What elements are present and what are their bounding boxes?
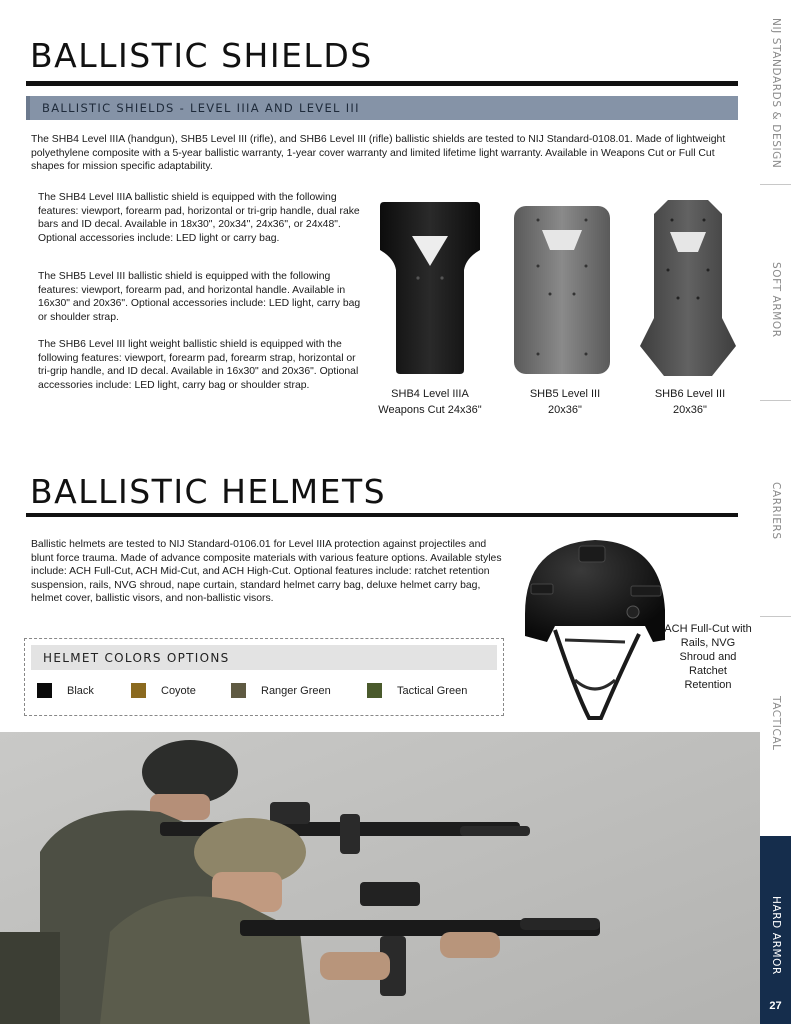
swatch-ranger-green bbox=[231, 683, 246, 698]
shields-title: BALLISTIC SHIELDS bbox=[30, 36, 373, 75]
sidebar-divider bbox=[760, 616, 791, 617]
helmet-colors-box bbox=[24, 638, 504, 716]
title-rule bbox=[26, 81, 738, 86]
swatch-coyote bbox=[131, 683, 146, 698]
helmets-title-rule bbox=[26, 513, 738, 517]
tactical-officers-photo bbox=[0, 732, 760, 1024]
swatch-tactical-green bbox=[367, 683, 382, 698]
shb5-caption bbox=[500, 386, 630, 418]
helmet-image bbox=[515, 530, 675, 726]
swatch-label-black: Black bbox=[67, 685, 94, 697]
shb5-caption-size: 20x36" bbox=[548, 404, 582, 416]
shb5-description: The SHB5 Level III ballistic shield is equipped with the following features: viewport, forearm pad, and horizontal handle. Available in 16x30" and 20x36". Optional accessories include: LED light, carry bag or shoulder strap. bbox=[38, 271, 361, 323]
swatch-black bbox=[37, 683, 52, 698]
shb6-shield-image bbox=[638, 198, 738, 378]
page-number: 27 bbox=[769, 1000, 782, 1012]
shb6-caption-model: SHB6 Level III bbox=[654, 388, 726, 400]
shb4-description: The SHB4 Level IIIA ballistic shield is equipped with the following features: viewport, forearm pad, horizontal or tri-grip handle, dual rake bars and ID decal. Available in 18x30", 20x34", 24x36", or 24x48". Optional accessories include: LED light or carry bag. bbox=[38, 192, 360, 244]
shields-subheading-band bbox=[26, 96, 738, 120]
tab-nij-standards[interactable]: NIJ STANDARDS & DESIGN bbox=[770, 18, 782, 169]
tab-tactical[interactable]: TACTICAL bbox=[770, 696, 782, 751]
shb5-caption-model: SHB5 Level III bbox=[529, 388, 601, 400]
shields-subheading: BALLISTIC SHIELDS - LEVEL IIIA AND LEVEL III bbox=[42, 101, 360, 115]
shb6-description: The SHB6 Level III light weight ballistic shield is equipped with the following features: viewport, forearm pad, forearm strap, horizontal or tri-grip handle, and ID decal. Available in 16x30" and 20x36". Optional accessories include: LED light, carry bag or shoulder strap. bbox=[38, 339, 359, 391]
helmets-description: Ballistic helmets are tested to NIJ Standard-0106.01 for Level IIIA protection against projectiles and blunt force trauma. Made of advance composite materials with various feature options. Available styles include: ACH Full-Cut, ACH Mid-Cut, and ACH High-Cut. Optional features include: ratchet retention suspension, rails, NVG shroud, nape curtain, standard helmet carry bag, deluxe helmet carry bag, helmet cover, ballistic visors, and non-ballistic visors. bbox=[31, 539, 502, 605]
shb5-shield-image bbox=[512, 204, 612, 376]
sidebar-divider bbox=[760, 184, 791, 185]
shb4-shield-image bbox=[378, 200, 482, 376]
sidebar-divider bbox=[760, 400, 791, 401]
tab-soft-armor[interactable]: SOFT ARMOR bbox=[770, 262, 782, 338]
swatch-label-ranger-green: Ranger Green bbox=[261, 685, 331, 697]
shb4-caption-model: SHB4 Level IIIA bbox=[391, 388, 469, 400]
helmet-caption: ACH Full-Cut with Rails, NVG Shroud and Ratchet Retention bbox=[664, 623, 752, 691]
shb4-caption-size: Weapons Cut 24x36" bbox=[378, 404, 482, 416]
swatch-label-coyote: Coyote bbox=[161, 685, 196, 697]
shields-intro: The SHB4 Level IIIA (handgun), SHB5 Level III (rifle), and SHB6 Level III (rifle) ballistic shields are tested to NIJ Standard-0108.01. Made of lightweight polyethylene composite with a 5-year ballistic warranty, 1-year cover warranty and limited lifetime light warranty. Available in Weapons Cut or Full Cut shapes for mission specific adaptability. bbox=[31, 134, 726, 173]
helmet-colors-heading: HELMET COLORS OPTIONS bbox=[43, 651, 230, 665]
helmet-colors-header bbox=[31, 645, 497, 670]
shb4-caption bbox=[360, 386, 500, 418]
tab-hard-armor[interactable]: HARD ARMOR bbox=[770, 896, 782, 975]
tab-carriers[interactable]: CARRIERS bbox=[770, 482, 782, 540]
helmets-title: BALLISTIC HELMETS bbox=[30, 472, 387, 511]
swatch-label-tactical-green: Tactical Green bbox=[397, 685, 468, 697]
shb6-caption-size: 20x36" bbox=[673, 404, 707, 416]
shb6-caption bbox=[625, 386, 755, 418]
